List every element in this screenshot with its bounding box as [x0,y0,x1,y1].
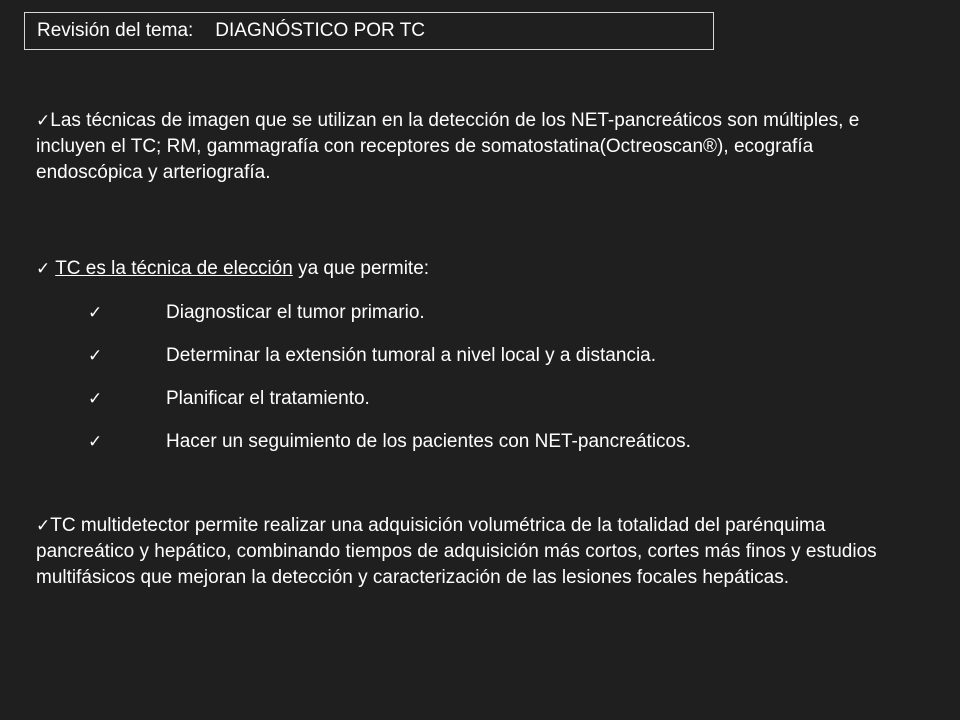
sub-item-diagnose [88,300,425,326]
paragraph-imaging-techniques [36,108,916,186]
checkmark-icon: ✓ [36,516,51,536]
checkmark-icon: ✓ [36,259,51,279]
checkmark-icon: ✓ [88,303,103,323]
paragraph-1-text: Las técnicas de imagen que se utilizan en la detección de los NET-pancreáticos son múltiples, e incluyen el TC; RM, gammagrafía con receptores de somatostatina(Octreoscan®), ecografía endoscópica y arteriografía. [36,110,860,183]
sub-item-text: Diagnosticar el tumor primario. [166,302,425,323]
checkmark-icon: ✓ [88,432,103,452]
sub-item-text: Hacer un seguimiento de los pacientes con NET-pancreáticos. [166,431,691,452]
paragraph-3-text: TC multidetector permite realizar una adquisición volumétrica de la totalidad del parénquima pancreático y hepático, combinando tiempos de adquisición más cortos, cortes más finos y estudios multifásicos que mejoran la detección y caracterización de las lesiones focales hepáticas. [36,515,877,588]
sub-item-text: Planificar el tratamiento. [166,388,370,409]
sub-item-treatment [88,386,370,412]
sub-item-followup [88,429,691,455]
paragraph-multidetector [36,513,916,591]
sub-item-text: Determinar la extensión tumoral a nivel local y a distancia. [166,345,657,366]
title-topic: DIAGNÓSTICO POR TC [215,20,426,41]
checkmark-icon: ✓ [36,111,51,131]
checkmark-icon: ✓ [88,389,103,409]
title-box [24,12,714,50]
tc-choice-underlined: TC es la técnica de elección [55,258,293,279]
tc-choice-rest: ya que permite: [292,258,430,279]
paragraph-tc-choice [36,256,916,282]
sub-item-extension [88,343,656,369]
title-label: Revisión del tema: [37,20,194,41]
checkmark-icon: ✓ [88,346,103,366]
